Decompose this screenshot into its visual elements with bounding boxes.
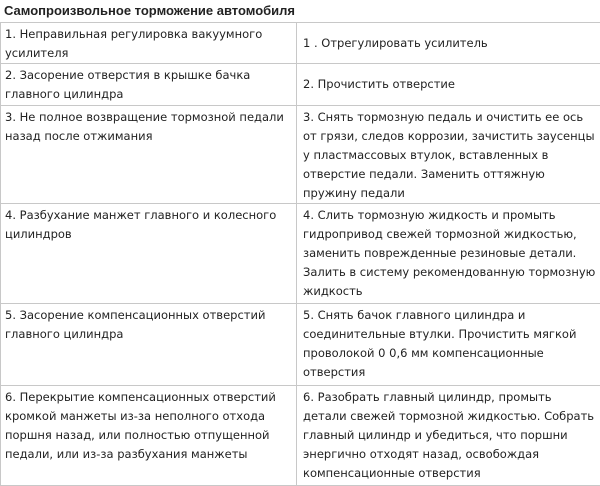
table-row: [1, 64, 600, 106]
cause-text: 1. Неправильная регулировка вакуумного усилителя: [5, 25, 290, 63]
remedy-cell: [297, 386, 600, 486]
cause-cell: [1, 304, 297, 386]
table-row: [1, 386, 600, 486]
remedy-text: 5. Снять бачок главного цилиндра и соединительные втулки. Прочистить мягкой проволокой 0 0,6 мм компенсационные отверстия: [303, 306, 596, 382]
cause-cell: [1, 386, 297, 486]
cause-text: 6. Перекрытие компенсационных отверстий кромкой манжеты из-за неполного отхода поршня назад, или полностью отпущенной педали, или из-за разбухания манжеты: [5, 388, 290, 464]
cause-cell: [1, 23, 297, 64]
table-row: [1, 23, 600, 64]
cause-text: 5. Засорение компенсационных отверстий главного цилиндра: [5, 306, 290, 344]
remedy-cell: [297, 204, 600, 304]
remedy-cell: [297, 106, 600, 204]
table-row: [1, 304, 600, 386]
remedy-cell: [297, 64, 600, 106]
remedy-text: 2. Прочистить отверстие: [303, 75, 596, 94]
table-row: [1, 204, 600, 304]
remedy-cell: [297, 23, 600, 64]
cause-text: 2. Засорение отверстия в крышке бачка главного цилиндра: [5, 66, 290, 104]
remedy-text: 4. Слить тормозную жидкость и промыть гидропривод свежей тормозной жидкостью, заменить поврежденные резиновые детали. Залить в систему рекомендованную тормозную жидкость: [303, 206, 596, 301]
cause-cell: [1, 204, 297, 304]
cause-cell: [1, 64, 297, 106]
cause-cell: [1, 106, 297, 204]
page-title: Самопроизвольное торможение автомобиля: [0, 2, 600, 22]
remedy-text: 1 . Отрегулировать усилитель: [303, 34, 596, 53]
cause-text: 3. Не полное возвращение тормозной педали назад после отжимания: [5, 108, 290, 146]
malfunction-table: [0, 22, 600, 486]
cause-text: 4. Разбухание манжет главного и колесного цилиндров: [5, 206, 290, 244]
remedy-cell: [297, 304, 600, 386]
remedy-text: 6. Разобрать главный цилиндр, промыть детали свежей тормозной жидкостью. Собрать главный цилиндр и убедиться, что поршни энергично отходят назад, освобождая компенсационные отверстия: [303, 388, 596, 483]
table-row: [1, 106, 600, 204]
remedy-text: 3. Снять тормозную педаль и очистить ее ось от грязи, следов коррозии, зачистить заусенцы у пластмассовых втулок, вставленных в отверстие педали. Заменить оттяжную пружину педали: [303, 108, 596, 203]
